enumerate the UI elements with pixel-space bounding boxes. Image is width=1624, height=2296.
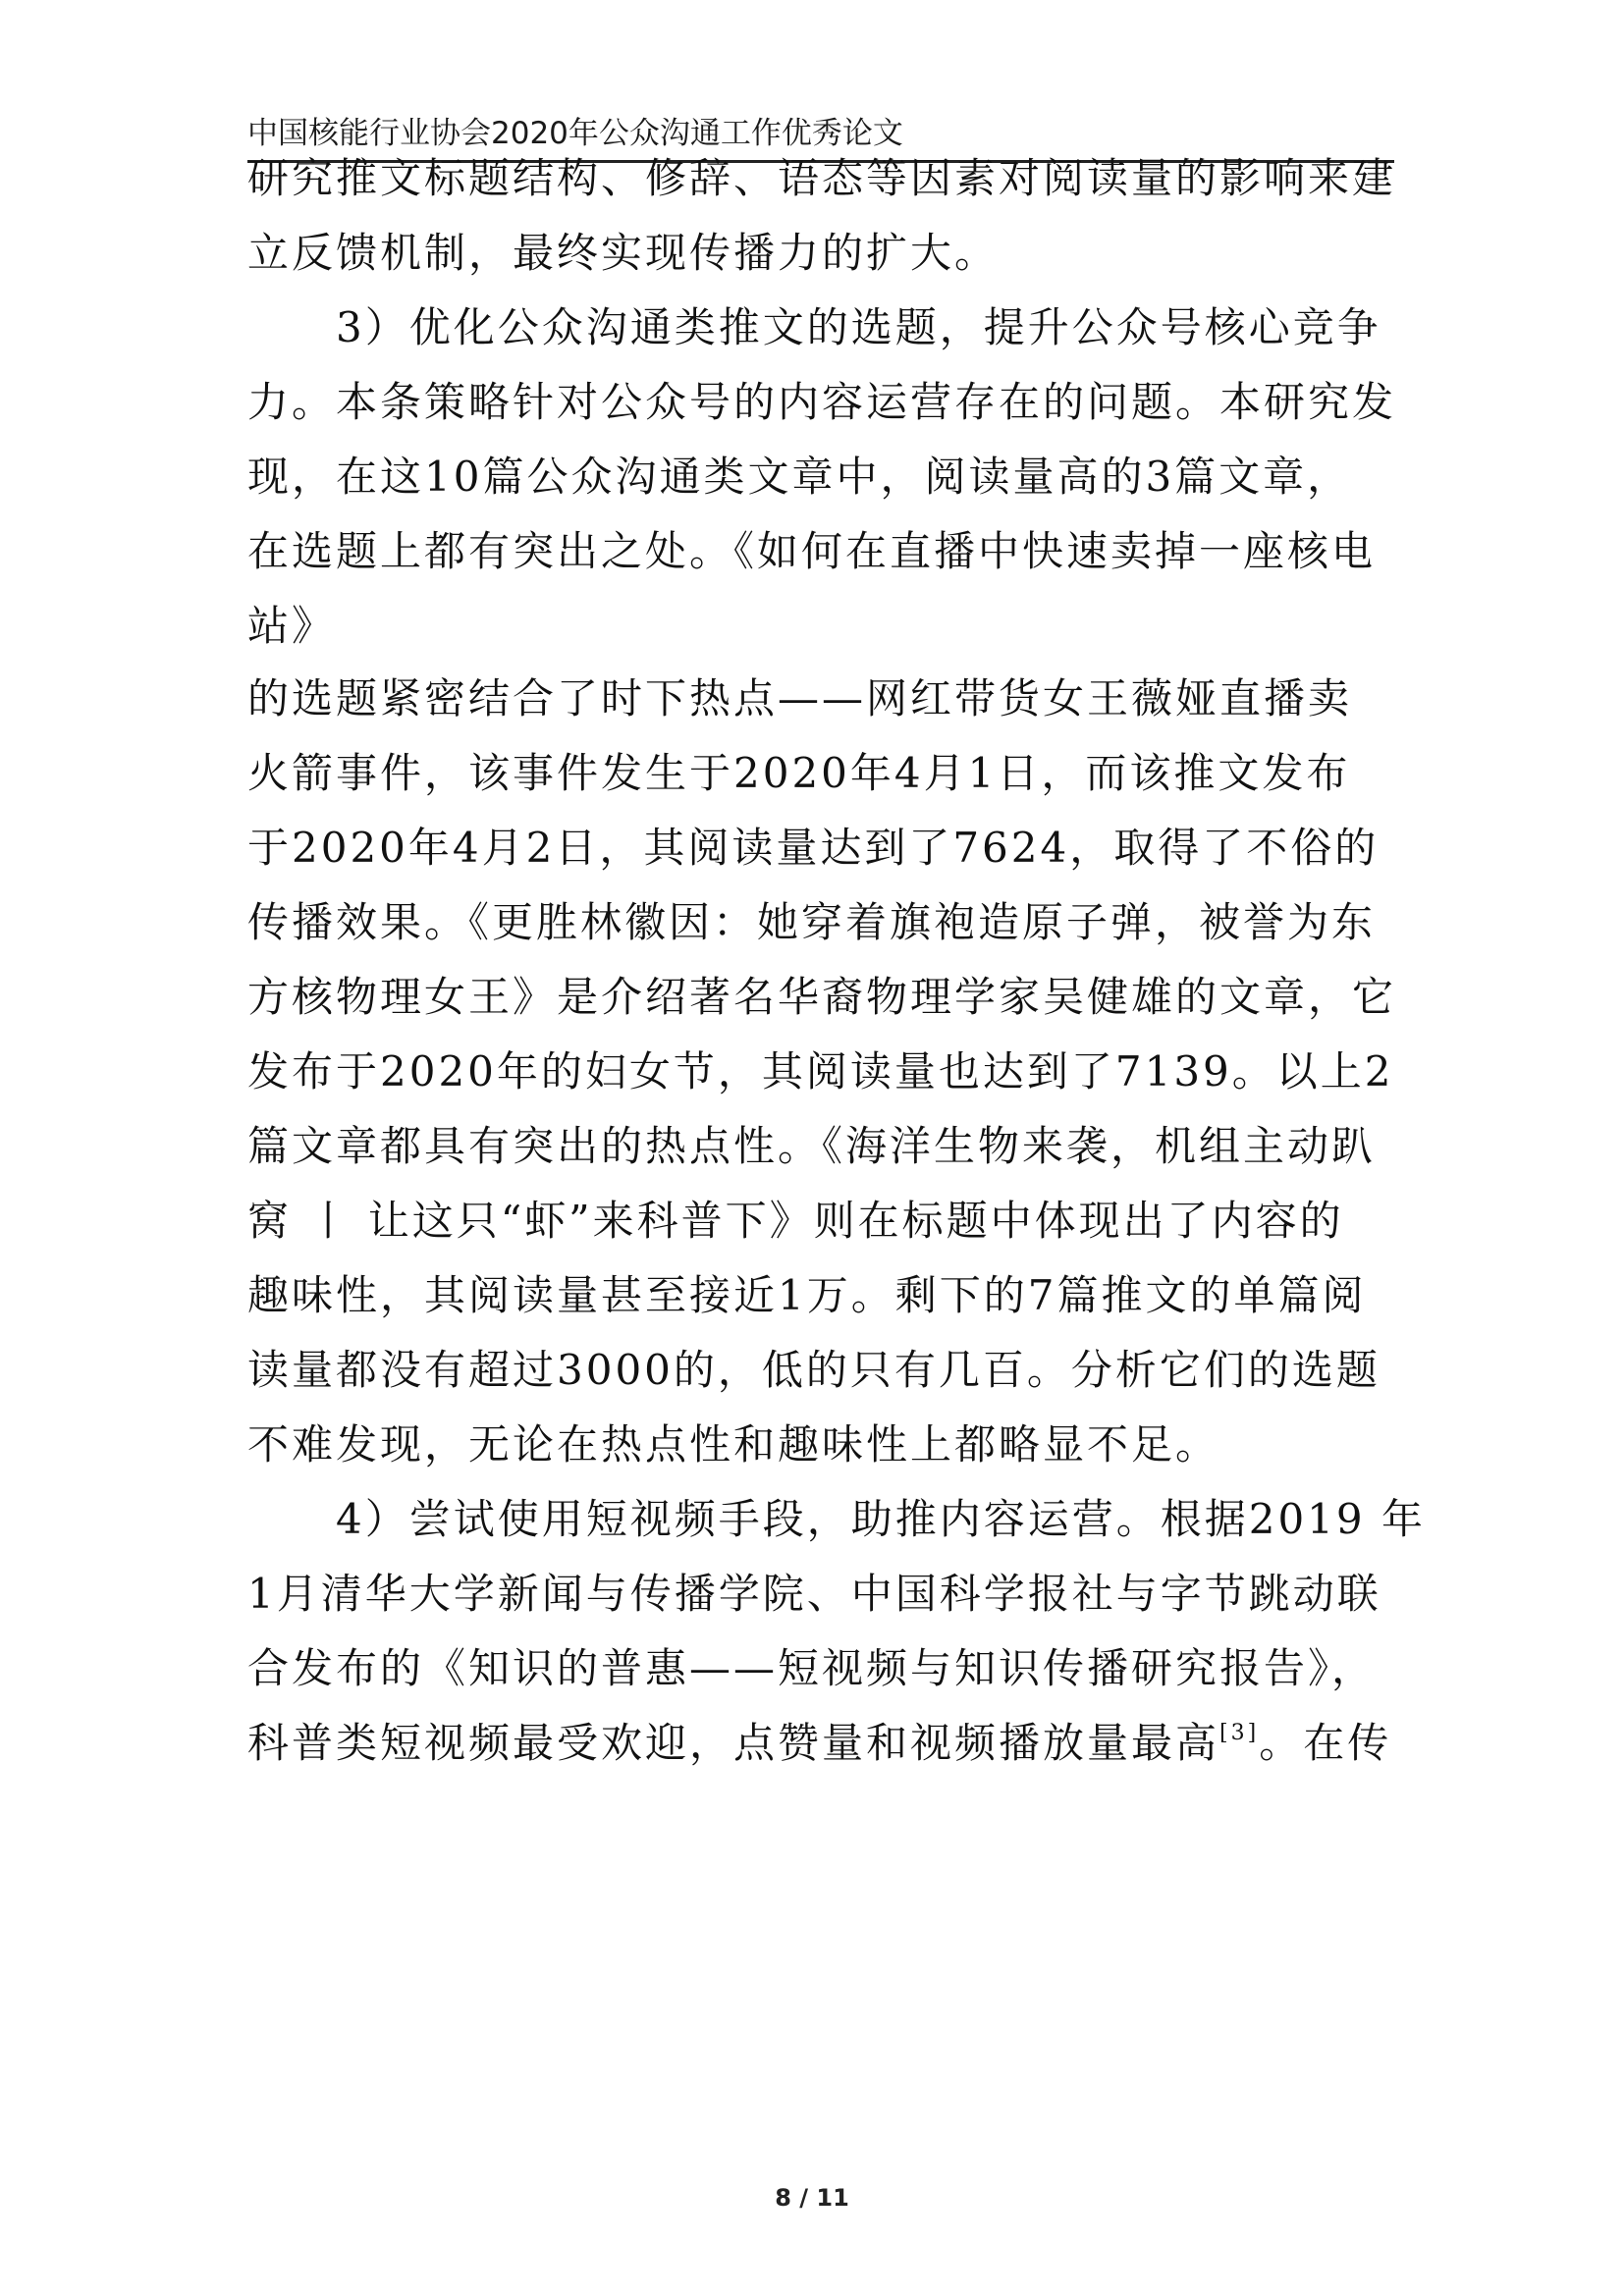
- text-line: [247, 1718, 1394, 1769]
- paragraph-heading-3: 3）优化公众沟通类推文的选题，提升公众号核心竞争: [336, 303, 1381, 351]
- text-line: 现，在这10篇公众沟通类文章中，阅读量高的3篇文章，: [247, 453, 1352, 501]
- text-line: 1月清华大学新闻与传播学院、中国科学报社与字节跳动联: [247, 1570, 1381, 1618]
- text-line: 合发布的《知识的普惠——短视频与知识传播研究报告》，: [247, 1644, 1377, 1692]
- text-line: 力。本条策略针对公众号的内容运营存在的问题。本研究发: [247, 378, 1397, 426]
- page-number: 8 / 11: [775, 2184, 849, 2212]
- text-line: 窝 丨 让这只“虾”来科普下》则在标题中体现出了内容的: [247, 1197, 1344, 1245]
- text-line: 趣味性，其阅读量甚至接近1万。剩下的7篇推文的单篇阅: [247, 1271, 1367, 1319]
- text-line: 火箭事件，该事件发生于2020年4月1日，而该推文发布: [247, 749, 1351, 797]
- text-line: 研究推文标题结构、修辞、语态等因素对阅读量的影响来建: [247, 154, 1397, 202]
- text-line: 立反馈机制，最终实现传播力的扩大。: [247, 229, 1000, 277]
- text-line: 不难发现，无论在热点性和趣味性上都略显不足。: [247, 1420, 1220, 1468]
- text-segment: 科普类短视频最受欢迎，点赞量和视频播放量最高: [247, 1719, 1220, 1767]
- text-line: 于2020年4月2日，其阅读量达到了7624，取得了不俗的: [247, 824, 1380, 872]
- paragraph-heading-4: 4）尝试使用短视频手段，助推内容运营。根据2019 年: [336, 1495, 1426, 1543]
- text-line: 在选题上都有突出之处。《如何在直播中快速卖掉一座核电: [247, 527, 1377, 575]
- text-line: 篇文章都具有突出的热点性。《海洋生物来袭，机组主动趴: [247, 1122, 1377, 1170]
- text-line: 传播效果。《更胜林徽因：她穿着旗袍造原子弹，被誉为东: [247, 898, 1377, 946]
- citation-marker: [3]: [1219, 1721, 1260, 1745]
- text-line: 方核物理女王》是介绍著名华裔物理学家吴健雄的文章，它: [247, 973, 1397, 1021]
- running-header: 中国核能行业协会2020年公众沟通工作优秀论文: [247, 116, 903, 151]
- text-line: 发布于2020年的妇女节，其阅读量也达到了7139。以上2: [247, 1047, 1394, 1095]
- text-line: 读量都没有超过3000的，低的只有几百。分析它们的选题: [247, 1346, 1380, 1394]
- text-line: 的选题紧密结合了时下热点——网红带货女王薇娅直播卖: [247, 674, 1353, 722]
- text-segment: 。在传: [1259, 1719, 1392, 1767]
- text-line: 站》: [247, 602, 337, 650]
